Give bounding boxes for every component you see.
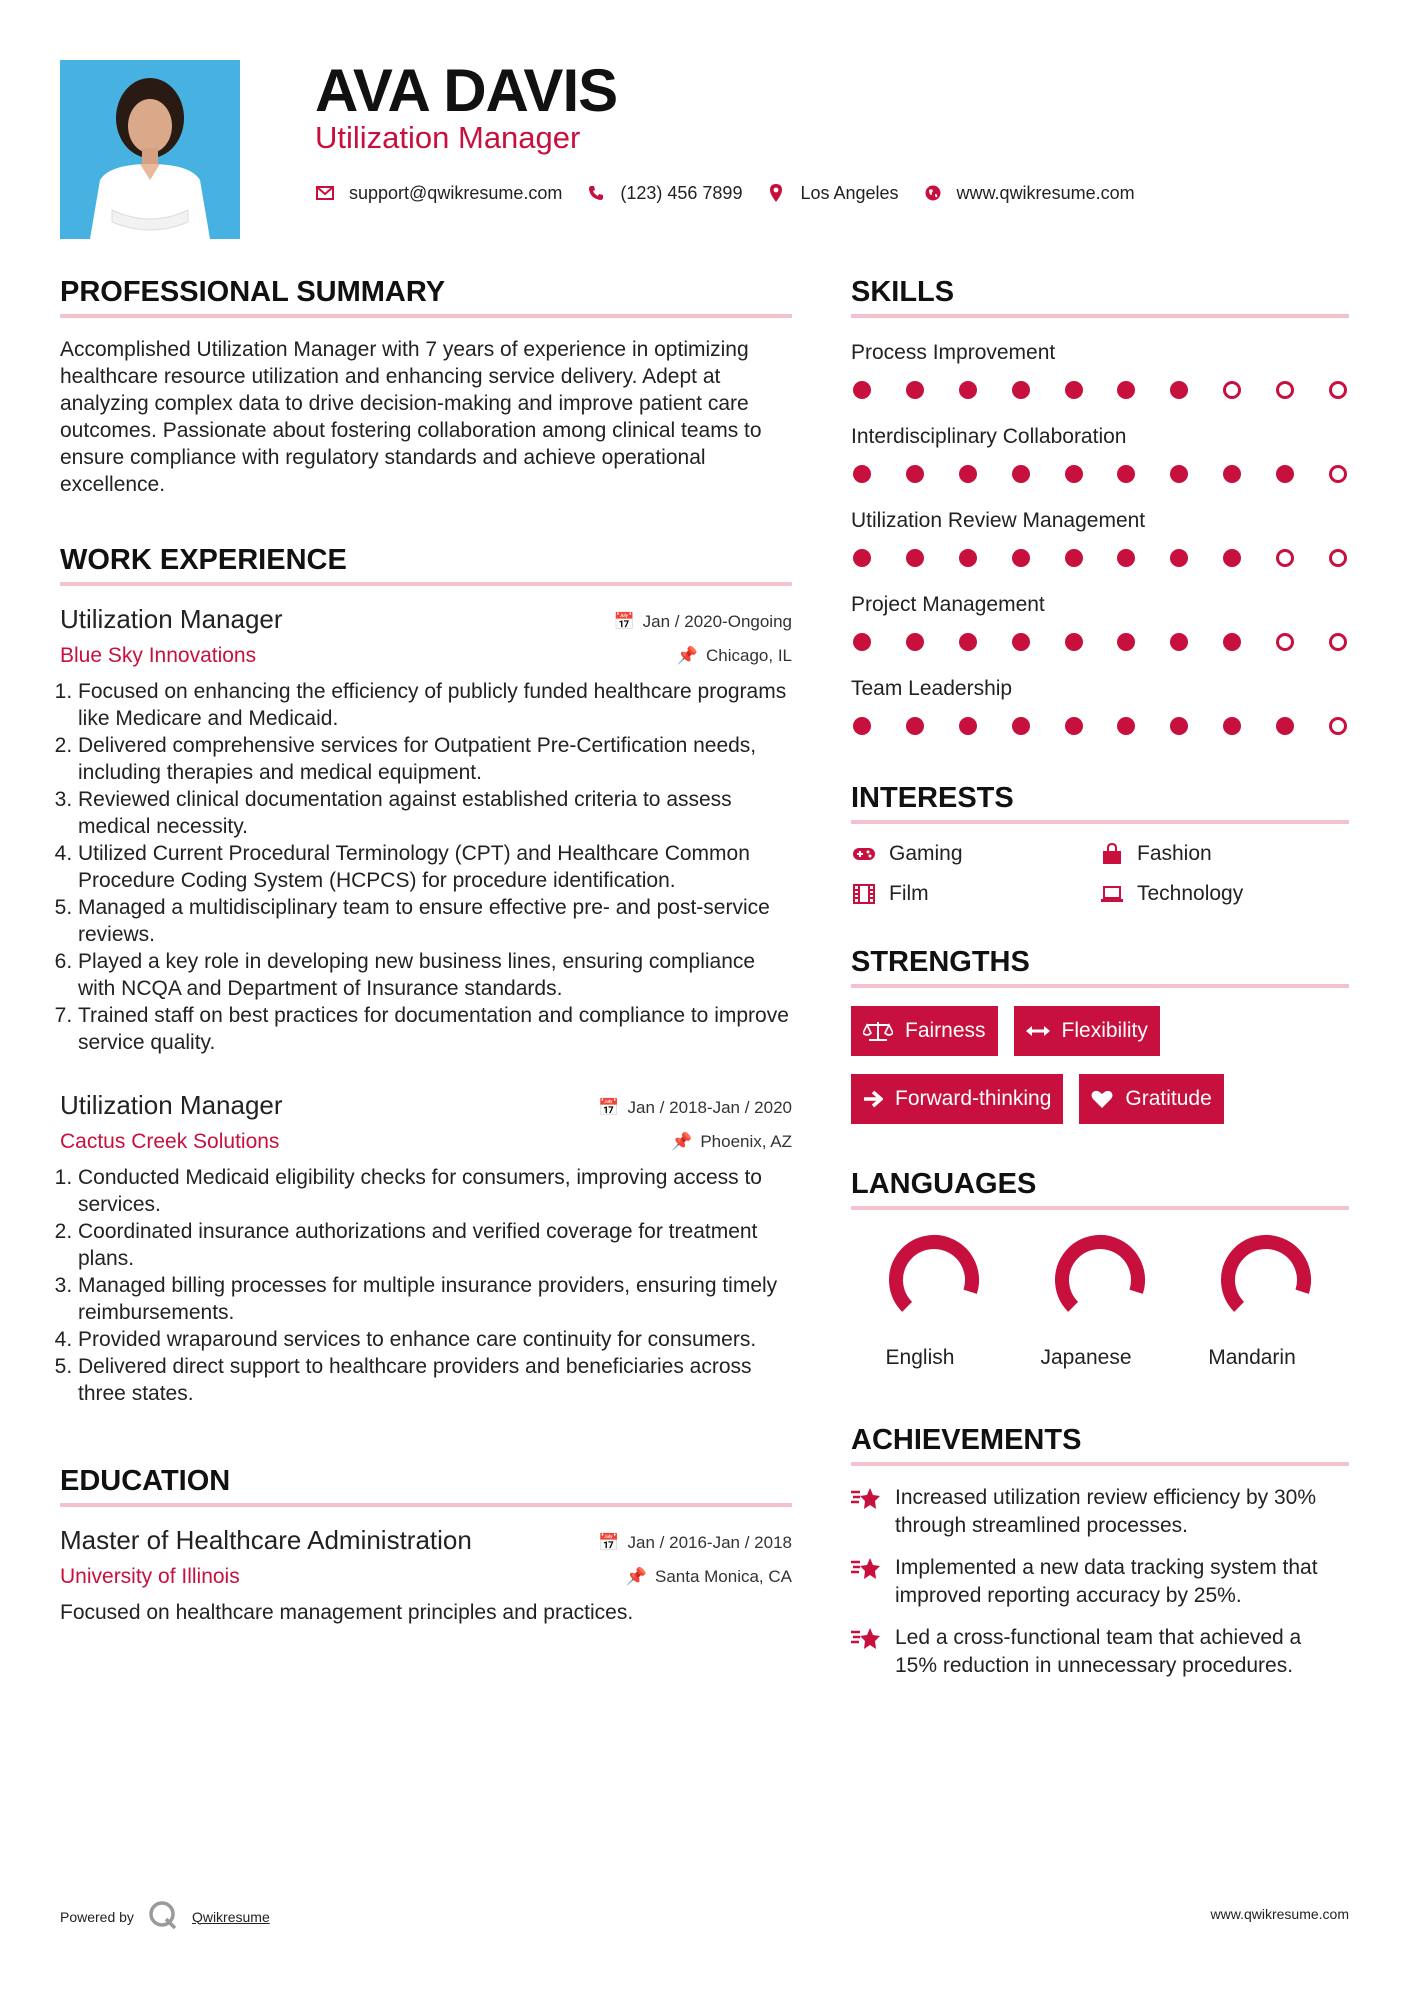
interest-label: Technology — [1137, 882, 1244, 905]
film-icon — [851, 884, 877, 904]
strength-badge — [851, 1074, 1063, 1124]
skill-dot-filled — [1170, 465, 1188, 483]
skill-dot-empty — [1329, 717, 1347, 735]
skill-dot-empty — [1329, 633, 1347, 651]
skill-dot-filled — [1117, 633, 1135, 651]
job-date — [613, 612, 792, 632]
skill-item — [851, 672, 1349, 746]
skill-label: Team Leadership — [851, 677, 1013, 700]
achievement-text: Led a cross-functional team that achieved a 15% reduction in unnecessary procedures. — [895, 1626, 1302, 1677]
summary-text: Accomplished Utilization Manager with 7 years of experience in optimizing healthcare resource utilization and enhancing service delivery. Adept at analyzing complex data to drive decision-making and improve patient care outcomes. Passionate about fostering collaboration among clinical teams to ensure compliance with regulatory standards and achieve operational excellence. — [60, 338, 762, 496]
skill-dot-filled — [1117, 549, 1135, 567]
job-header — [60, 1090, 792, 1164]
skill-dot-filled — [1170, 633, 1188, 651]
calendar-icon: 📅 — [598, 1098, 620, 1117]
phone-icon — [586, 185, 606, 201]
job-bullet: 4. Provided wraparound services to enhance care continuity for consumers. — [78, 1326, 792, 1353]
skill-dot-filled — [1170, 381, 1188, 399]
job-bullets — [60, 678, 792, 1056]
skill-dot-filled — [853, 465, 871, 483]
map-pin-icon — [766, 184, 786, 202]
strengths-heading: STRENGTHS — [851, 940, 1349, 988]
language-label: English — [885, 1346, 955, 1369]
languages-list — [851, 1228, 1349, 1370]
powered-by-label: Powered by — [60, 1908, 134, 1925]
candidate-name: AVA DAVIS — [315, 57, 618, 124]
strengths-list — [851, 1006, 1349, 1124]
skills-list — [851, 336, 1349, 746]
education-heading: EDUCATION — [60, 1459, 792, 1507]
arrow-right-icon — [863, 1090, 883, 1108]
strength-label: Flexibility — [1061, 1019, 1148, 1042]
skill-dot-filled — [853, 717, 871, 735]
skill-rating — [851, 538, 1349, 578]
skills-heading: SKILLS — [851, 270, 1349, 318]
skill-label: Process Improvement — [851, 341, 1056, 364]
skill-dot-filled — [1012, 717, 1030, 735]
skill-dot-filled — [853, 633, 871, 651]
language-label: Japanese — [1040, 1346, 1132, 1369]
achievement-item — [851, 1624, 1349, 1680]
job-title: Utilization Manager — [60, 1090, 283, 1120]
job-date-text: Jan / 2018-Jan / 2020 — [627, 1098, 792, 1117]
shooting-star-icon — [851, 1626, 881, 1660]
skill-dot-empty — [1329, 465, 1347, 483]
envelope-icon — [315, 186, 335, 200]
skill-dot-empty — [1276, 381, 1294, 399]
laptop-icon — [1099, 885, 1125, 903]
contact-website[interactable]: www.qwikresume.com — [956, 182, 1135, 203]
skill-dot-filled — [1117, 381, 1135, 399]
skill-dot-filled — [1223, 633, 1241, 651]
heart-icon — [1091, 1089, 1113, 1109]
education-entry — [60, 1525, 792, 1626]
job-location — [671, 1132, 792, 1152]
arrows-horizontal-icon — [1026, 1024, 1050, 1038]
skill-dot-empty — [1223, 381, 1241, 399]
job-title: Utilization Manager — [60, 604, 283, 634]
right-column — [851, 270, 1349, 1694]
achievement-text: Increased utilization review efficiency by 30% through streamlined processes. — [895, 1486, 1316, 1537]
achievement-text: Implemented a new data tracking system that improved reporting accuracy by 25%. — [895, 1556, 1318, 1607]
gamepad-icon — [851, 846, 877, 862]
skill-dot-filled — [959, 633, 977, 651]
interest-item — [1099, 882, 1347, 906]
skill-dot-filled — [1065, 549, 1083, 567]
skill-dot-filled — [1223, 549, 1241, 567]
interest-item — [1099, 842, 1347, 866]
skill-dot-filled — [853, 381, 871, 399]
skill-dot-filled — [906, 381, 924, 399]
language-item — [1183, 1228, 1349, 1370]
skill-rating — [851, 706, 1349, 746]
skill-item — [851, 504, 1349, 578]
education-degree: Master of Healthcare Administration — [60, 1525, 472, 1555]
skill-dot-filled — [1276, 717, 1294, 735]
skill-dot-filled — [1065, 633, 1083, 651]
job-date — [598, 1098, 792, 1118]
education-school: University of Illinois — [60, 1565, 240, 1588]
skill-dot-filled — [906, 465, 924, 483]
strength-label: Fairness — [905, 1019, 986, 1042]
skill-dot-filled — [906, 549, 924, 567]
education-header — [60, 1525, 792, 1599]
skill-dot-filled — [1276, 465, 1294, 483]
skill-rating — [851, 454, 1349, 494]
language-proficiency-ring — [1048, 1228, 1152, 1332]
job-location-text: Phoenix, AZ — [700, 1132, 792, 1151]
achievements-heading: ACHIEVEMENTS — [851, 1418, 1349, 1466]
calendar-icon: 📅 — [598, 1533, 620, 1552]
language-proficiency-arc — [1062, 1242, 1138, 1307]
education-date-text: Jan / 2016-Jan / 2018 — [627, 1533, 792, 1552]
strength-label: Gratitude — [1125, 1087, 1212, 1110]
skill-dot-filled — [1012, 465, 1030, 483]
qwikresume-link[interactable]: Qwikresume — [191, 1908, 270, 1925]
job-location — [677, 646, 792, 666]
skill-dot-filled — [1117, 465, 1135, 483]
strength-badge — [851, 1006, 998, 1056]
skill-dot-filled — [1117, 717, 1135, 735]
education-date — [598, 1533, 792, 1553]
interests-heading: INTERESTS — [851, 776, 1349, 824]
skill-rating — [851, 370, 1349, 410]
footer-powered-by — [60, 1900, 270, 1933]
skill-label: Interdisciplinary Collaboration — [851, 425, 1127, 448]
pushpin-icon: 📌 — [671, 1132, 693, 1151]
strength-badge — [1014, 1006, 1160, 1056]
job-bullet: 2. Coordinated insurance authorizations and verified coverage for treatment plans. — [78, 1218, 792, 1272]
interest-item — [851, 842, 1099, 866]
shooting-star-icon — [851, 1486, 881, 1520]
contact-phone[interactable]: (123) 456 7899 — [620, 182, 743, 203]
shooting-star-icon — [851, 1556, 881, 1590]
skill-dot-empty — [1329, 381, 1347, 399]
skill-dot-filled — [1170, 717, 1188, 735]
education-location — [626, 1567, 792, 1587]
candidate-role: Utilization Manager — [315, 120, 581, 155]
skill-dot-filled — [853, 549, 871, 567]
skill-label: Utilization Review Management — [851, 509, 1146, 532]
skill-dot-filled — [1065, 465, 1083, 483]
job-bullet: 2. Delivered comprehensive services for Outpatient Pre-Certification needs, including therapies and medical equipment. — [78, 732, 792, 786]
interest-item — [851, 882, 1099, 906]
job-bullet: 1. Focused on enhancing the efficiency of publicly funded healthcare programs like Medicare and Medicaid. — [78, 678, 792, 732]
job-entry — [60, 1090, 792, 1407]
job-bullet: 5. Delivered direct support to healthcare providers and beneficiaries across three states. — [78, 1353, 792, 1407]
interests-list — [851, 842, 1349, 906]
contact-email[interactable]: support@qwikresume.com — [349, 182, 563, 203]
job-date-text: Jan / 2020-Ongoing — [642, 612, 792, 631]
job-bullet: 3. Reviewed clinical documentation against established criteria to assess medical necessity. — [78, 786, 792, 840]
skill-dot-filled — [1012, 633, 1030, 651]
job-bullet: 3. Managed billing processes for multiple insurance providers, ensuring timely reimbursements. — [78, 1272, 792, 1326]
skill-dot-filled — [1065, 381, 1083, 399]
language-label: Mandarin — [1208, 1346, 1296, 1369]
education-location-text: Santa Monica, CA — [654, 1567, 792, 1586]
skill-dot-filled — [959, 549, 977, 567]
interest-label: Film — [889, 882, 929, 905]
skill-item — [851, 588, 1349, 662]
job-company: Cactus Creek Solutions — [60, 1130, 280, 1153]
pushpin-icon: 📌 — [625, 1567, 647, 1586]
contact-location: Los Angeles — [800, 182, 899, 203]
skill-dot-filled — [1223, 717, 1241, 735]
job-location-text: Chicago, IL — [706, 646, 792, 665]
language-proficiency-ring — [1214, 1228, 1318, 1332]
profile-photo — [60, 60, 240, 239]
job-bullet: 6. Played a key role in developing new business lines, ensuring compliance with NCQA and Department of Insurance standards. — [78, 948, 792, 1002]
qwikresume-logo-icon — [148, 1900, 178, 1933]
skill-dot-empty — [1276, 633, 1294, 651]
skill-dot-filled — [1012, 381, 1030, 399]
job-bullets — [60, 1164, 792, 1407]
job-header — [60, 604, 792, 678]
experience-heading: WORK EXPERIENCE — [60, 538, 792, 586]
skill-dot-filled — [1065, 717, 1083, 735]
language-proficiency-arc — [1228, 1242, 1304, 1307]
skill-item — [851, 420, 1349, 494]
footer-website[interactable]: www.qwikresume.com — [1210, 1906, 1349, 1922]
strength-badge — [1079, 1074, 1223, 1124]
skill-dot-filled — [906, 717, 924, 735]
interest-label: Gaming — [889, 842, 963, 865]
job-bullet: 5. Managed a multidisciplinary team to ensure effective pre- and post-service reviews. — [78, 894, 792, 948]
language-proficiency-ring — [882, 1228, 986, 1332]
skill-dot-empty — [1329, 549, 1347, 567]
job-bullet: 7. Trained staff on best practices for documentation and compliance to improve service quality. — [78, 1002, 792, 1056]
balance-scale-icon — [863, 1020, 893, 1042]
skill-dot-filled — [906, 633, 924, 651]
languages-heading: LANGUAGES — [851, 1162, 1349, 1210]
shopping-bag-icon — [1099, 843, 1125, 865]
skill-dot-filled — [959, 465, 977, 483]
skill-label: Project Management — [851, 593, 1045, 616]
job-company: Blue Sky Innovations — [60, 644, 257, 667]
skill-dot-filled — [959, 381, 977, 399]
achievement-item — [851, 1484, 1349, 1540]
achievements-list — [851, 1484, 1349, 1680]
job-entry — [60, 604, 792, 1056]
skill-dot-empty — [1276, 549, 1294, 567]
pushpin-icon: 📌 — [676, 646, 698, 665]
achievement-item — [851, 1554, 1349, 1610]
contact-bar — [315, 178, 1159, 208]
skill-dot-filled — [1223, 465, 1241, 483]
skill-dot-filled — [1170, 549, 1188, 567]
job-bullet: 1. Conducted Medicaid eligibility checks for consumers, improving access to services. — [78, 1164, 792, 1218]
job-bullet: 4. Utilized Current Procedural Terminology (CPT) and Healthcare Common Procedure Coding System (HCPCS) for procedure identification. — [78, 840, 792, 894]
globe-icon — [923, 185, 943, 201]
skill-dot-filled — [1012, 549, 1030, 567]
interest-label: Fashion — [1137, 842, 1212, 865]
summary-heading: PROFESSIONAL SUMMARY — [60, 270, 792, 318]
skill-item — [851, 336, 1349, 410]
skill-dot-filled — [959, 717, 977, 735]
left-column — [60, 270, 792, 1626]
strength-label: Forward-thinking — [895, 1087, 1052, 1110]
skill-rating — [851, 622, 1349, 662]
education-description: Focused on healthcare management principles and practices. — [60, 1601, 634, 1624]
language-proficiency-arc — [896, 1242, 972, 1307]
calendar-icon: 📅 — [613, 612, 635, 631]
